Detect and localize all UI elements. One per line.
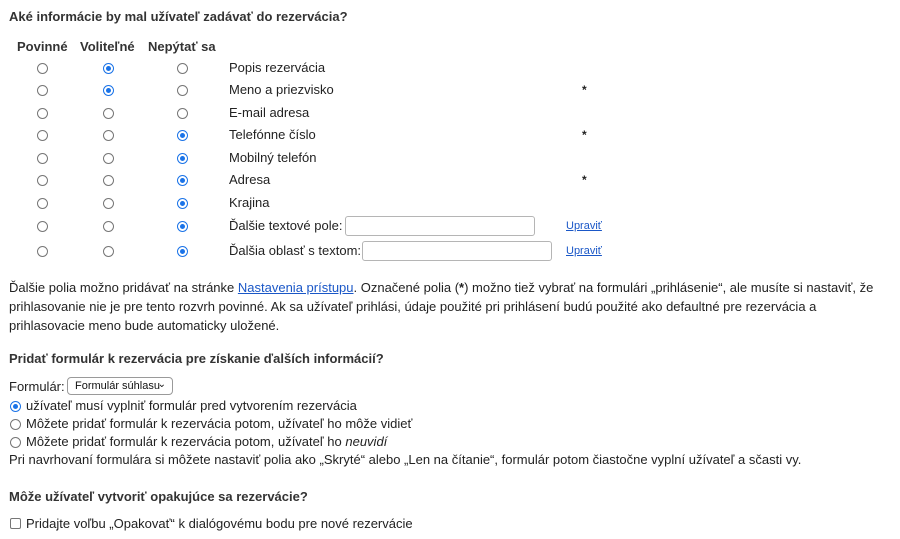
chevron-down-icon: ⌄: [157, 379, 166, 390]
form-option-label: [26, 416, 412, 431]
field-3-optional-radio[interactable]: [103, 130, 114, 141]
field-label: E-mail adresa: [229, 105, 310, 120]
field-5-required-radio[interactable]: [37, 175, 48, 186]
field-0-optional-radio[interactable]: [103, 63, 114, 74]
column-header-dont-ask: Nepýtať sa: [148, 39, 216, 54]
field-8-dont-ask-radio[interactable]: [177, 246, 188, 257]
form-option-label: [26, 434, 387, 449]
field-8-optional-radio[interactable]: [103, 246, 114, 257]
field-4-optional-radio[interactable]: [103, 153, 114, 164]
recurring-checkbox[interactable]: [10, 518, 21, 529]
form-option-emphasis: neuvidí: [345, 434, 388, 449]
form-select[interactable]: [67, 377, 173, 395]
field-6-dont-ask-radio[interactable]: [177, 198, 188, 209]
field-4-dont-ask-radio[interactable]: [177, 153, 188, 164]
form-select-value: Formulár súhlasu: [75, 380, 160, 392]
field-1-required-radio[interactable]: [37, 85, 48, 96]
login-field-star: *: [582, 83, 587, 97]
field-label: Popis rezervácia: [229, 60, 326, 75]
form-option-radio[interactable]: [10, 419, 21, 430]
field-label: Krajina: [229, 195, 270, 210]
column-header-optional: Voliteľné: [80, 39, 135, 54]
field-6-required-radio[interactable]: [37, 198, 48, 209]
field-3-required-radio[interactable]: [37, 130, 48, 141]
field-label: Meno a priezvisko: [229, 82, 334, 97]
field-8-required-radio[interactable]: [37, 246, 48, 257]
field-7-optional-radio[interactable]: [103, 221, 114, 232]
form-hint: Pri navrhovaní formulára si môžete nastaviť polia ako „Skryté“ alebo „Len na čítanie“, formulár potom čiastočne vyplní užívateľ a sčasti vy.: [9, 452, 802, 467]
field-1-dont-ask-radio[interactable]: [177, 85, 188, 96]
field-7-required-radio[interactable]: [37, 221, 48, 232]
field-label: Telefónne číslo: [229, 127, 316, 142]
form-option-label: [26, 398, 357, 413]
field-0-required-radio[interactable]: [37, 63, 48, 74]
field-3-dont-ask-radio[interactable]: [177, 130, 188, 141]
field-label: Ďalšia oblasť s textom:: [229, 243, 362, 258]
custom-field-input[interactable]: [362, 241, 552, 261]
field-2-required-radio[interactable]: [37, 108, 48, 119]
field-label: Adresa: [229, 172, 271, 187]
section-title-recurring: Môže užívateľ vytvoriť opakujúce sa rezervácie?: [9, 489, 308, 504]
field-6-optional-radio[interactable]: [103, 198, 114, 209]
login-field-star: *: [582, 173, 587, 187]
field-5-optional-radio[interactable]: [103, 175, 114, 186]
field-2-dont-ask-radio[interactable]: [177, 108, 188, 119]
field-0-dont-ask-radio[interactable]: [177, 63, 188, 74]
field-label: Ďalšie textové pole:: [229, 218, 343, 233]
field-4-required-radio[interactable]: [37, 153, 48, 164]
access-settings-link[interactable]: Nastavenia prístupu: [237, 280, 354, 295]
form-option-radio[interactable]: [10, 401, 21, 412]
login-field-star: *: [582, 128, 587, 142]
field-1-optional-radio[interactable]: [103, 85, 114, 96]
custom-field-input[interactable]: [345, 216, 535, 236]
fields-note: Ďalšie polia možno pridávať na stránke Nastavenia prístupu. Označené polia (*) možno tiež vybrať na formulári „prihlásenie“, ale musíte si nastaviť, že prihlasovanie nie je pre tento rozvrh povinné. Ak sa užívateľ prihlási, údaje použité pri prihlásení budú použité ako defaultné pre rezervácia a prihlasovacie meno bude automaticky uložené.: [9, 280, 874, 333]
field-5-dont-ask-radio[interactable]: [177, 175, 188, 186]
edit-field-link[interactable]: Upraviť: [566, 220, 602, 232]
star-marker: *: [459, 280, 465, 295]
section-title-form: Pridať formulár k rezervácia pre získanie ďalších informácií?: [9, 351, 384, 366]
column-header-required: Povinné: [17, 39, 68, 54]
field-7-dont-ask-radio[interactable]: [177, 221, 188, 232]
form-option-text: Môžete pridať formulár k rezervácia potom, užívateľ ho môže vidieť: [26, 416, 413, 431]
recurring-checkbox-label: Pridajte voľbu „Opakovať“ k dialógovému bodu pre nové rezervácie: [26, 516, 413, 531]
form-option-radio[interactable]: [10, 437, 21, 448]
edit-field-link[interactable]: Upraviť: [566, 245, 602, 257]
form-label: Formulár:: [9, 379, 65, 394]
form-option-text: Môžete pridať formulár k rezervácia potom, užívateľ ho: [26, 434, 346, 449]
section-title-fields: Aké informácie by mal užívateľ zadávať do rezervácia?: [9, 9, 348, 24]
field-label: Mobilný telefón: [229, 150, 317, 165]
field-2-optional-radio[interactable]: [103, 108, 114, 119]
form-option-text: užívateľ musí vyplniť formulár pred vytvorením rezervácia: [26, 398, 357, 413]
